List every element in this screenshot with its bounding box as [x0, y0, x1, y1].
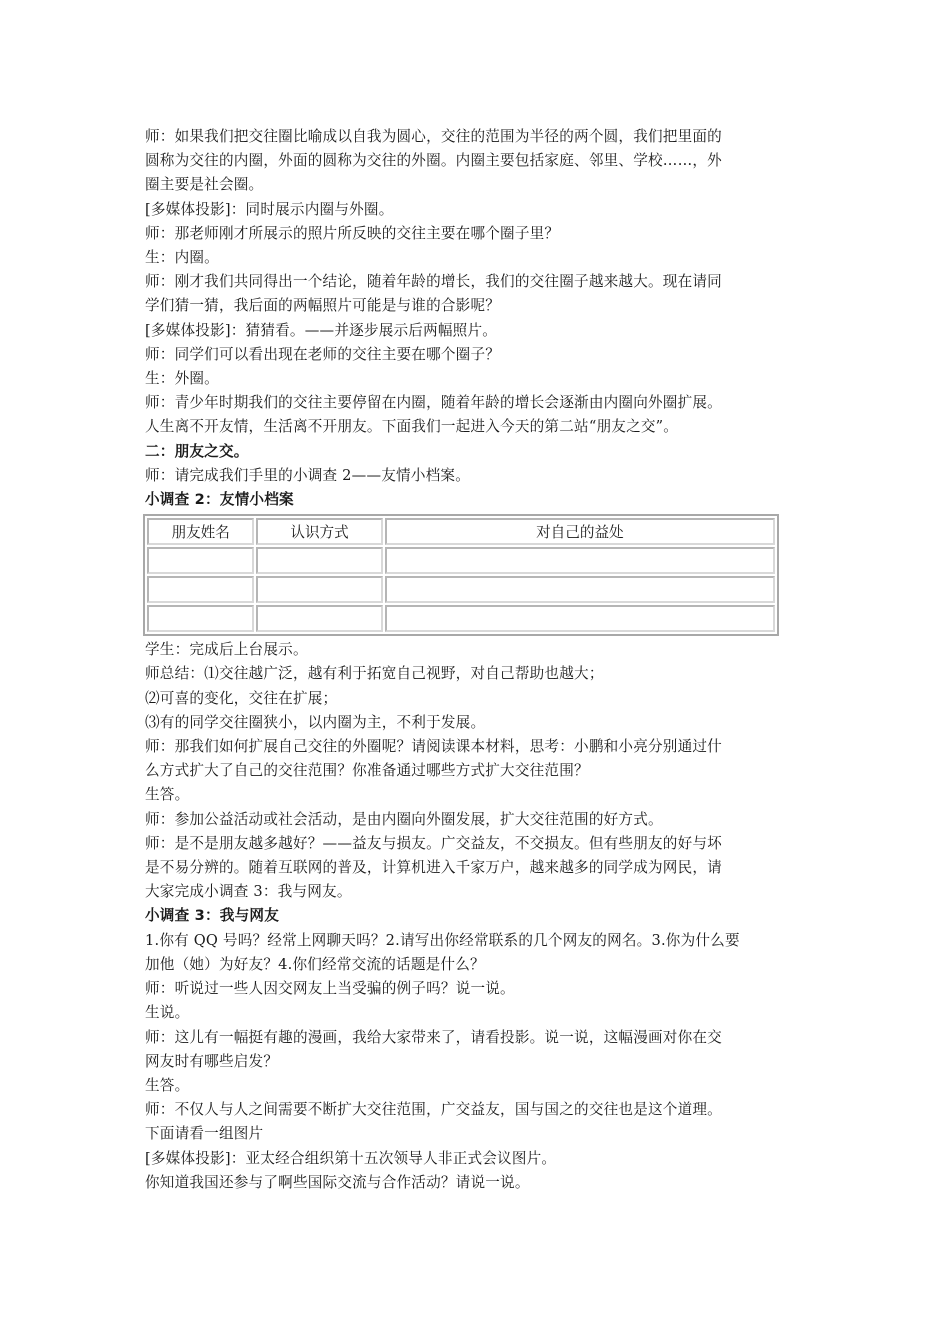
table-cell [385, 576, 775, 603]
text-line: 下面请看一组图片 [145, 1125, 264, 1143]
survey3-title: 小调查 3：我与网友 [145, 907, 279, 925]
table-cell [256, 576, 382, 603]
text-line: 学们猜一猜，我后面的两幅照片可能是与谁的合影呢？ [145, 297, 501, 315]
text-line: 师：如果我们把交往圈比喻成以自我为圆心，交往的范围为半径的两个圆，我们把里面的 [145, 128, 722, 145]
text-line: 师总结：⑴交往越广泛，越有利于拓宽自己视野，对自己帮助也越大； [145, 665, 604, 683]
text-line: 人生离不开友情，生活离不开朋友。下面我们一起进入今天的第二站“朋友之交”。 [145, 418, 679, 436]
text-line: 圆称为交往的内圈，外面的圆称为交往的外圈。内圈主要包括家庭、邻里、学校……，外 [145, 152, 722, 170]
text-line: 生答。 [145, 786, 190, 804]
text-line: 师：参加公益活动或社会活动，是由内圈向外圈发展，扩大交往范围的好方式。 [145, 810, 663, 828]
table-cell [385, 605, 775, 632]
text-line: 师：那我们如何扩展自己交往的外圈呢？请阅读课本材料，思考：小鹏和小亮分别通过什 [145, 738, 722, 756]
table-header-row [147, 518, 775, 545]
text-line: 师：不仅人与人之间需要不断扩大交往范围，广交益友，国与国之的交往也是这个道理。 [145, 1101, 722, 1119]
text-line: 网友时有哪些启发？ [145, 1052, 279, 1070]
table-cell [147, 576, 254, 603]
lesson-block-inner-outer-circle [145, 125, 810, 440]
text-line: 师：那老师刚才所展示的照片所反映的交往主要在哪个圈子里？ [145, 224, 560, 242]
table-cell [147, 547, 254, 574]
text-line: 加他（她）为好友？4.你们经常交流的话题是什么？ [145, 955, 485, 973]
table-row [147, 576, 775, 603]
text-line: 师：听说过一些人因交网友上当受骗的例子吗？说一说。 [145, 980, 515, 998]
friendship-survey-table [143, 514, 779, 636]
text-line: 么方式扩大了自己的交往范围？你准备通过哪些方式扩大交往范围？ [145, 762, 589, 780]
text-line: 是不易分辨的。随着互联网的普及，计算机进入千家万户，越来越多的同学成为网民，请 [145, 859, 722, 877]
document-page [145, 125, 810, 1195]
text-line: 圈主要是社会圈。 [145, 176, 264, 194]
text-line: [多媒体投影]：亚太经合组织第十五次领导人非正式会议图片。 [145, 1149, 557, 1167]
text-line: 师：青少年时期我们的交往主要停留在内圈，随着年龄的增长会逐渐由内圈向外圈扩展。 [145, 394, 722, 412]
table-header-cell: 对自己的益处 [385, 518, 775, 545]
table-cell [256, 547, 382, 574]
text-line: 师：是不是朋友越多越好？——益友与损友。广交益友，不交损友。但有些朋友的好与坏 [145, 834, 722, 852]
text-line: [多媒体投影]：猜猜看。——并逐步展示后两幅照片。 [145, 321, 498, 339]
text-line: 1.你有 QQ 号吗？经常上网聊天吗？2.请写出你经常联系的几个网友的网名。3.你为什么要 [145, 931, 740, 949]
text-line: 生说。 [145, 1004, 190, 1022]
text-line: 学生：完成后上台展示。 [145, 641, 308, 659]
table-cell [256, 605, 382, 632]
text-line: 大家完成小调查 3：我与网友。 [145, 883, 352, 901]
table-header-cell: 认识方式 [256, 518, 382, 545]
lesson-block-expand-circle [145, 638, 810, 904]
text-line: 师：请完成我们手里的小调查 2——友情小档案。 [145, 466, 470, 484]
text-line: 生：外圈。 [145, 370, 219, 388]
text-line: 师：刚才我们共同得出一个结论，随着年龄的增长，我们的交往圈子越来越大。现在请同 [145, 273, 722, 291]
text-line: 师：同学们可以看出现在老师的交往主要在哪个圈子？ [145, 345, 501, 363]
table-row [147, 547, 775, 574]
survey2-title: 小调查 2：友情小档案 [145, 491, 294, 509]
section-heading-friends: 二：朋友之交。 [145, 442, 249, 460]
text-line: ⑵可喜的变化，交往在扩展； [145, 689, 338, 707]
text-line: 师：这儿有一幅挺有趣的漫画，我给大家带来了，请看投影。说一说，这幅漫画对你在交 [145, 1028, 722, 1046]
lesson-block-online-friends [145, 929, 810, 1195]
table-cell [147, 605, 254, 632]
table-row [147, 605, 775, 632]
text-line: 生答。 [145, 1076, 190, 1094]
text-line: ⑶有的同学交往圈狭小，以内圈为主，不利于发展。 [145, 713, 486, 731]
text-line: 你知道我国还参与了啊些国际交流与合作活动？请说一说。 [145, 1173, 530, 1191]
text-line: [多媒体投影]：同时展示内圈与外圈。 [145, 200, 394, 218]
table-cell [385, 547, 775, 574]
table-header-cell: 朋友姓名 [147, 518, 254, 545]
text-line: 生：内圈。 [145, 249, 219, 267]
